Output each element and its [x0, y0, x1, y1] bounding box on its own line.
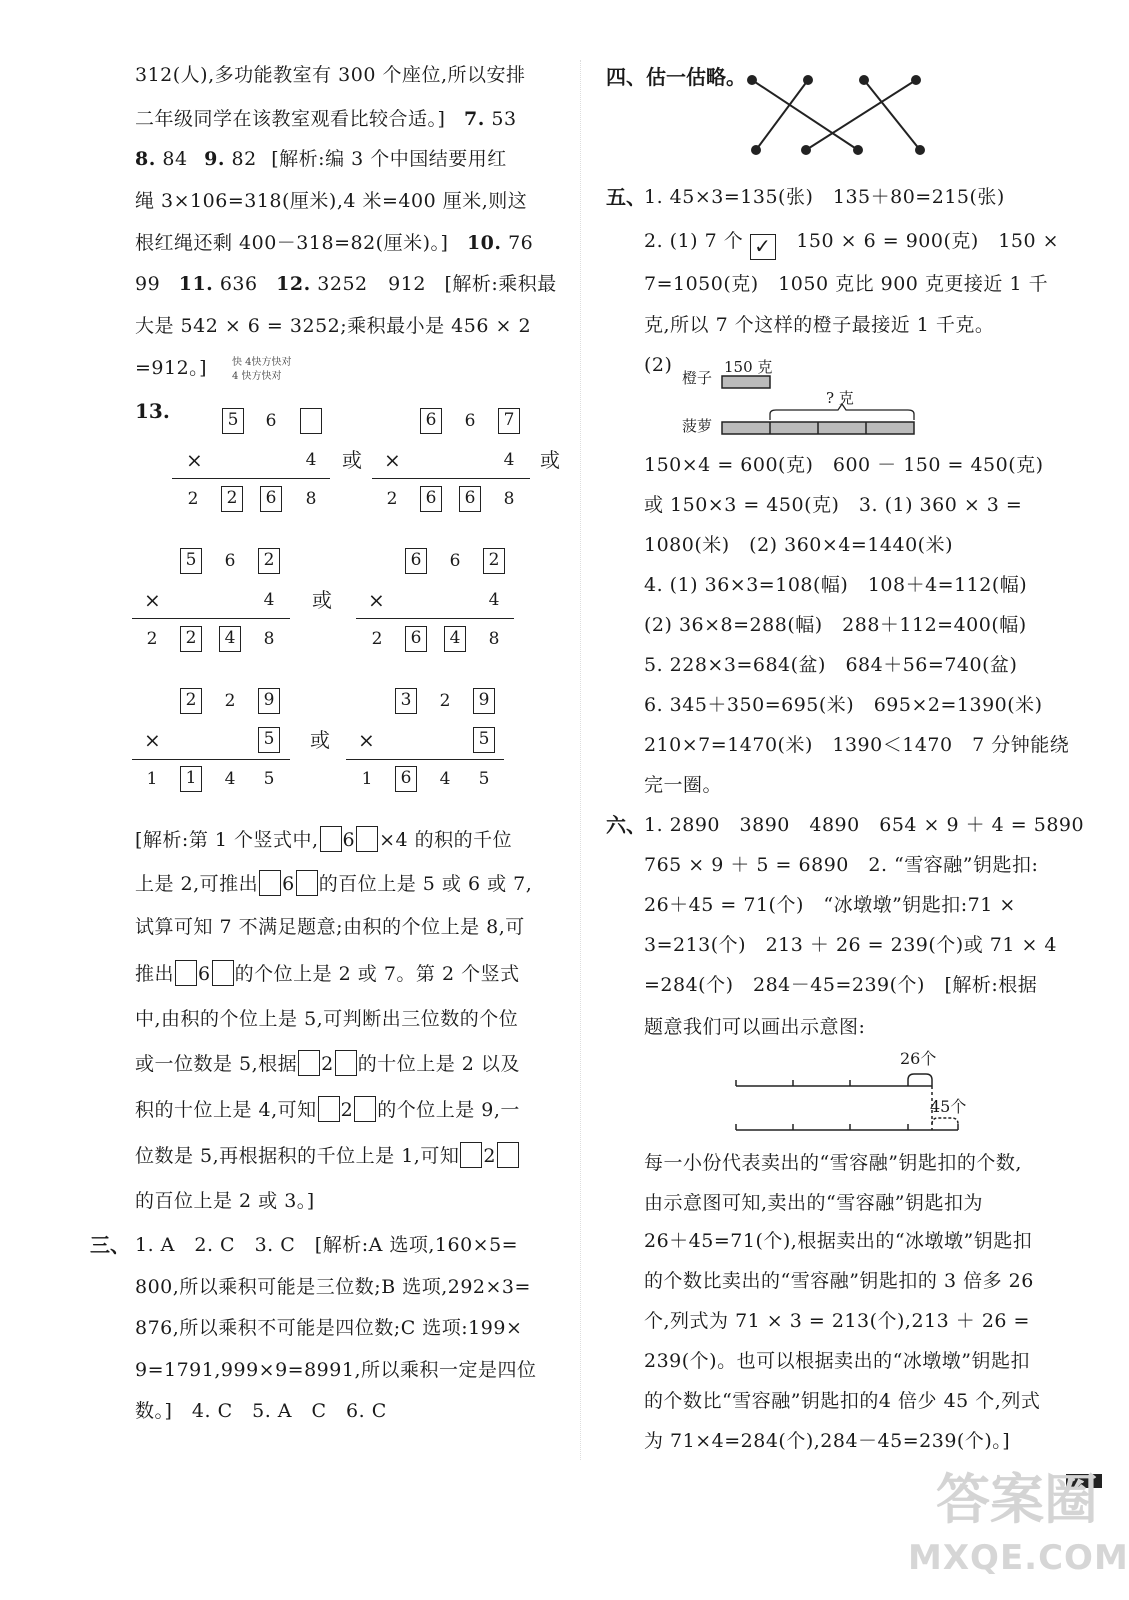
label-45: 45个	[930, 1097, 967, 1116]
digit-box: 6	[420, 408, 442, 434]
product-line	[132, 759, 290, 760]
watermark-logo: 答案圈	[936, 1468, 1098, 1531]
item-number: 7.	[463, 108, 485, 130]
text-segment: 2	[340, 1099, 354, 1121]
blank-box	[318, 1096, 340, 1122]
blank-box	[320, 826, 342, 852]
problem-number: 13.	[135, 399, 170, 423]
digit: 2	[386, 489, 398, 509]
product-line	[346, 759, 504, 760]
digit: 1	[146, 769, 158, 789]
or-word: 或	[312, 588, 332, 612]
text-line: 的个数比“雪容融”钥匙扣的4 倍少 45 个,列式	[644, 1390, 1041, 1412]
digit-box: 2	[483, 548, 505, 574]
digit-box: 5	[222, 408, 244, 434]
times-sign: ×	[144, 728, 161, 752]
digit: 4	[305, 450, 317, 470]
text-segment: 积的十位上是 4,可知	[135, 1099, 317, 1121]
digit-box: 5	[473, 727, 495, 753]
digit: 5	[263, 769, 275, 789]
digit: 2	[187, 489, 199, 509]
text-segment: 2. (1) 7 个	[644, 230, 744, 252]
text-line: 试算可知 7 不满足题意;由积的个位上是 8,可	[135, 916, 525, 938]
text-line: 239(个)。也可以根据卖出的“冰墩墩”钥匙扣	[644, 1350, 1031, 1372]
digit-box: 5	[258, 727, 280, 753]
section-heading: 五、	[606, 185, 646, 209]
text-line: 1. A 2. C 3. C [解析:A 选项,160×5=	[135, 1234, 519, 1256]
text-segment: 6	[342, 829, 356, 851]
item-number: 8.	[135, 148, 156, 170]
times-sign: ×	[358, 728, 375, 752]
text-line	[135, 1050, 520, 1077]
text-line	[135, 960, 520, 987]
text-segment: [解析:编 3 个中国结要用红	[271, 148, 507, 170]
text-line	[135, 271, 557, 297]
blank-box	[298, 1050, 320, 1076]
text-line: 7=1050(克) 1050 克比 900 克更接近 1 千	[644, 273, 1049, 295]
blank-box	[212, 960, 234, 986]
text-line	[135, 1096, 520, 1123]
text-segment: 或一位数是 5,根据	[135, 1053, 298, 1075]
item-number: 11.	[178, 273, 214, 295]
digit: 4	[224, 769, 236, 789]
section-heading: 六、	[606, 813, 646, 837]
digit-box: 6	[405, 626, 427, 652]
digit-box: 7	[498, 408, 520, 434]
digit: 8	[263, 629, 275, 649]
digit: 6	[464, 411, 476, 431]
digit-box: 9	[258, 688, 280, 714]
matching-lines-diagram	[740, 70, 930, 160]
digit: 4	[503, 450, 515, 470]
text-line: 的个数比卖出的“雪容融”钥匙扣的 3 倍多 26	[644, 1270, 1034, 1292]
blank-box	[259, 870, 281, 896]
text-line: 800,所以乘积可能是三位数;B 选项,292×3=	[135, 1276, 531, 1298]
pineapple-label: 菠萝	[682, 417, 713, 435]
text-segment: 的个位上是 9,一	[377, 1099, 520, 1121]
digit: 6	[265, 411, 277, 431]
text-segment: 2	[321, 1053, 334, 1075]
text-segment: 根红绳还剩 400－318=82(厘米)。]	[135, 232, 449, 254]
text-line: 1. 45×3=135(张) 135＋80=215(张)	[644, 186, 1005, 208]
text-line: 1. 2890 3890 4890 654 × 9 ＋ 4 = 5890	[644, 814, 1085, 836]
digit-box: 2	[180, 626, 202, 652]
section-heading: 三、	[90, 1233, 130, 1257]
text-line: 26＋45 = 71(个) “冰墩墩”钥匙扣:71 ×	[644, 894, 1016, 916]
digit: 6	[224, 551, 236, 571]
digit-box: 2	[180, 688, 202, 714]
digit-box: 2	[258, 548, 280, 574]
item-number: 12.	[276, 273, 311, 295]
text-line	[135, 1142, 520, 1169]
digit-box: 9	[473, 688, 495, 714]
blank-box	[497, 1142, 519, 1168]
text-line: 3=213(个) 213 ＋ 26 = 239(个)或 71 × 4	[644, 934, 1058, 956]
text-segment: 的百位上是 5 或 6 或 7,	[318, 873, 533, 895]
digit-box: 1	[180, 766, 202, 792]
digit: 8	[305, 489, 317, 509]
text-line: 大是 542 × 6 = 3252;乘积最小是 456 × 2	[135, 315, 532, 337]
or-word: 或	[342, 448, 362, 472]
text-segment: 2	[483, 1145, 496, 1167]
digit-box: 4	[444, 626, 466, 652]
digit-box: 6	[395, 766, 417, 792]
product-line	[356, 618, 514, 619]
blank-box	[296, 870, 318, 896]
text-line: (2)	[644, 354, 673, 376]
text-line: 数。] 4. C 5. A C 6. C	[135, 1400, 387, 1422]
answer-value: 3252	[317, 273, 368, 295]
text-segment: 6	[198, 963, 211, 985]
bar-model-drawing	[720, 372, 920, 436]
text-line: 5. 228×3=684(盆) 684＋56=740(盆)	[644, 654, 1018, 676]
times-sign: ×	[144, 588, 161, 612]
text-line: 克,所以 7 个这样的橙子最接近 1 千克。	[644, 314, 995, 336]
text-line: 绳 3×106=318(厘米),4 米=400 厘米,则这	[135, 190, 528, 212]
product-line	[172, 478, 330, 479]
text-line: 1080(米) (2) 360×4=1440(米)	[644, 534, 954, 556]
text-line: 4. (1) 36×3=108(幅) 108＋4=112(幅)	[644, 574, 1028, 596]
handwriting-scribble: 4 快方快对	[232, 371, 282, 382]
text-segment: 位数是 5,再根据积的千位上是 1,可知	[135, 1145, 460, 1167]
item-number: 9.	[204, 148, 225, 170]
digit: 2	[146, 629, 158, 649]
answer-value: 636	[219, 273, 258, 295]
text-segment: [解析:第 1 个竖式中,	[135, 829, 319, 851]
text-segment: 二年级同学在该教室观看比较合适。]	[135, 108, 446, 130]
text-segment: 推出	[135, 963, 175, 985]
digit: 4	[439, 769, 451, 789]
watermark-url: MXQE.COM	[908, 1538, 1129, 1578]
or-word: 或	[310, 728, 330, 752]
orange-label: 橙子	[682, 369, 713, 387]
orange-value: 150 克	[724, 358, 773, 376]
product-line	[132, 618, 290, 619]
text-line: 6. 345＋350=695(米) 695×2=1390(米)	[644, 694, 1043, 716]
blank-box	[354, 1096, 376, 1122]
or-word: 或	[540, 448, 560, 472]
blank-box	[356, 826, 378, 852]
times-sign: ×	[186, 448, 203, 472]
text-line: 或 150×3 = 450(克) 3. (1) 360 × 3 =	[644, 494, 1023, 516]
digit: 6	[449, 551, 461, 571]
digit-box: 6	[260, 486, 282, 512]
text-line: 为 71×4=284(个),284－45=239(个)。]	[644, 1430, 1011, 1452]
handwriting-scribble: 快 4快方快对	[232, 357, 292, 368]
text-line	[135, 106, 517, 132]
digit: 2	[224, 691, 236, 711]
text-line: 876,所以乘积不可能是四位数;C 选项:199×	[135, 1317, 523, 1339]
text-line: =284(个) 284－45=239(个) [解析:根据	[644, 974, 1038, 996]
text-line: 完一圈。	[644, 774, 723, 796]
digit: 5	[478, 769, 490, 789]
text-segment: [解析:乘积最	[444, 273, 557, 295]
text-line	[135, 870, 532, 897]
text-segment: 的十位上是 2 以及	[357, 1053, 520, 1075]
digit: 1	[361, 769, 373, 789]
text-line	[135, 146, 507, 172]
text-line: 中,由积的个位上是 5,可判断出三位数的个位	[135, 1008, 519, 1030]
digit: 2	[371, 629, 383, 649]
text-segment: 的个位上是 2 或 7。第 2 个竖式	[234, 963, 520, 985]
answer-value: 84	[162, 148, 188, 170]
digit: 8	[503, 489, 515, 509]
digit-box: 3	[395, 688, 417, 714]
text-line: 题意我们可以画出示意图:	[644, 1016, 866, 1038]
text-line: 由示意图可知,卖出的“雪容融”钥匙扣为	[644, 1192, 983, 1214]
text-segment: 上是 2,可推出	[135, 873, 259, 895]
check-box: ✓	[750, 234, 776, 260]
text-line: =912。]	[135, 357, 208, 379]
answer-value: 82	[231, 148, 257, 170]
blank-box	[460, 1142, 482, 1168]
text-segment: 6	[282, 873, 295, 895]
text-line: 9=1791,999×9=8991,所以乘积一定是四位	[135, 1359, 537, 1381]
blank-box	[335, 1050, 357, 1076]
digit: 4	[263, 590, 275, 610]
answer-value: 53	[491, 108, 517, 130]
text-line: 210×7=1470(米) 1390＜1470 7 分钟能绕	[644, 734, 1070, 756]
text-line: 每一小份代表卖出的“雪容融”钥匙扣的个数,	[644, 1152, 1022, 1174]
text-line: (2) 36×8=288(幅) 288＋112=400(幅)	[644, 614, 1027, 636]
text-line: 个,列式为 71 × 3 = 213(个),213 ＋ 26 =	[644, 1310, 1030, 1332]
section-heading: 四、估一估略。	[606, 65, 746, 89]
text-line: 312(人),多功能教室有 300 个座位,所以安排	[135, 64, 526, 86]
text-line	[135, 826, 512, 853]
times-sign: ×	[368, 588, 385, 612]
text-segment: ×4 的积的千位	[379, 829, 513, 851]
digit-box	[300, 408, 322, 434]
text-line	[135, 230, 533, 256]
digit-box: 6	[420, 486, 442, 512]
label-26: 26个	[900, 1049, 937, 1068]
product-line	[372, 478, 530, 479]
digit-box: 6	[405, 548, 427, 574]
digit: 8	[488, 629, 500, 649]
times-sign: ×	[384, 448, 401, 472]
digit-box: 4	[219, 626, 241, 652]
digit: 2	[439, 691, 451, 711]
text-line: 的百位上是 2 或 3。]	[135, 1190, 315, 1212]
text-line	[644, 228, 1059, 260]
blank-box	[175, 960, 197, 986]
digit-box: 2	[221, 486, 243, 512]
digit-box: 5	[180, 548, 202, 574]
question-label: ? 克	[826, 389, 854, 407]
text-line: 150×4 = 600(克) 600 － 150 = 450(克)	[644, 454, 1044, 476]
text-line: 765 × 9 ＋ 5 = 6890 2. “雪容融”钥匙扣:	[644, 854, 1039, 876]
segment-drawing	[734, 1068, 974, 1138]
text-segment: 150 × 6 = 900(克) 150 ×	[796, 230, 1060, 252]
answer-value: 76	[508, 232, 534, 254]
digit: 4	[488, 590, 500, 610]
item-number: 10.	[466, 232, 502, 254]
digit-box: 6	[459, 486, 481, 512]
answer-value: 99	[135, 273, 161, 295]
column-divider	[580, 60, 581, 1460]
text-line: 26＋45=71(个),根据卖出的“冰墩墩”钥匙扣	[644, 1230, 1033, 1252]
answer-value: 912	[388, 273, 426, 295]
